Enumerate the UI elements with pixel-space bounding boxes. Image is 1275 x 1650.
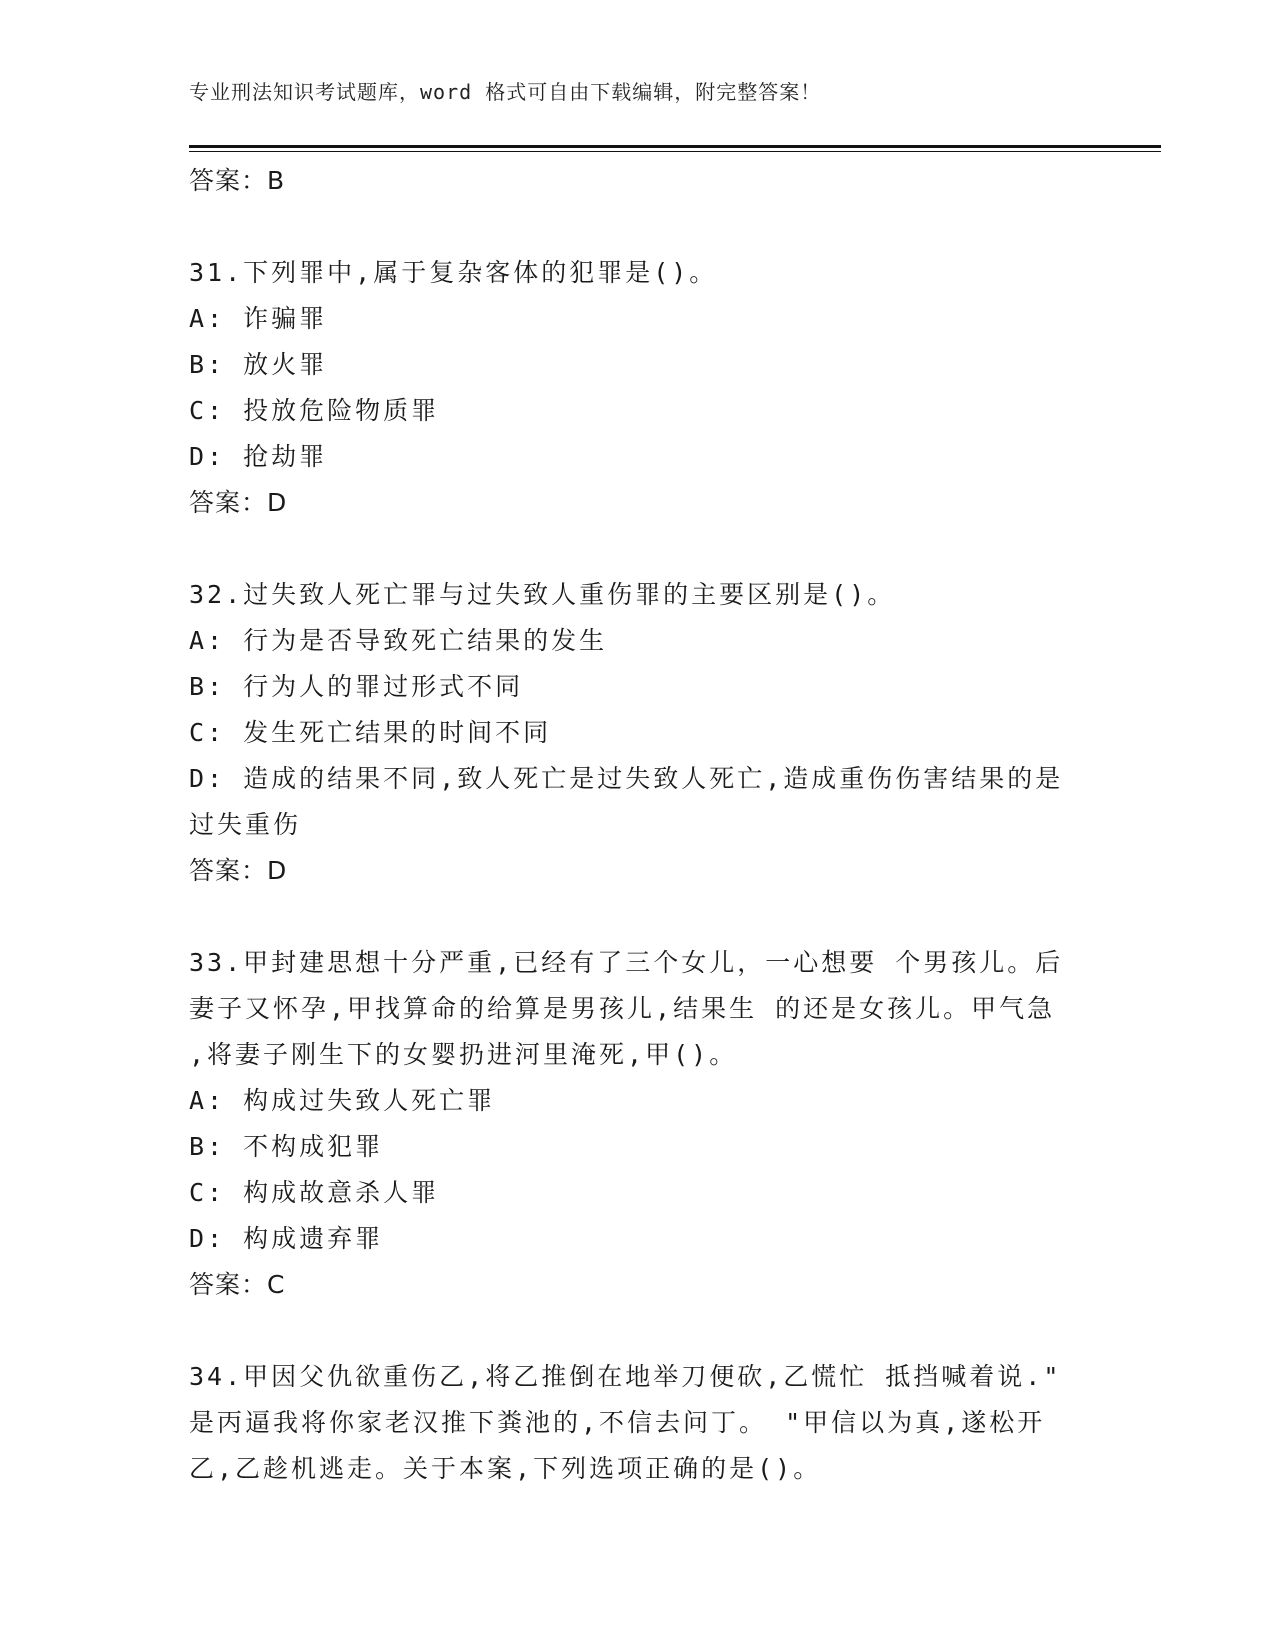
header-rule-thin <box>189 151 1161 152</box>
option-a: A: 诈骗罪 <box>189 304 328 333</box>
question-block-33 <box>189 940 1089 1308</box>
question-stem: 34.甲因父仇欲重伤乙,将乙推倒在地举刀便砍,乙慌忙 抵挡喊着说." <box>189 1362 1062 1391</box>
option-c: C: 发生死亡结果的时间不同 <box>189 718 552 747</box>
option-b: B: 不构成犯罪 <box>189 1132 384 1161</box>
header-rule-thick <box>189 145 1161 148</box>
option-b: B: 放火罪 <box>189 350 328 379</box>
option-c: C: 投放危险物质罪 <box>189 396 440 425</box>
question-stem: 33.甲封建思想十分严重,已经有了三个女儿，一心想要 个男孩儿。后 <box>189 948 1064 977</box>
question-stem: 31.下列罪中,属于复杂客体的犯罪是()。 <box>189 258 718 287</box>
option-d: D: 构成遗弃罪 <box>189 1224 384 1253</box>
question-block-31 <box>189 250 1089 526</box>
option-b: B: 行为人的罪过形式不同 <box>189 672 524 701</box>
option-a: A: 构成过失致人死亡罪 <box>189 1086 496 1115</box>
exam-content <box>189 158 1089 1492</box>
answer-label: 答案：B <box>189 166 286 195</box>
answer-label: 答案：C <box>189 1270 286 1299</box>
option-d: D: 抢劫罪 <box>189 442 328 471</box>
question-stem: 是丙逼我将你家老汉推下粪池的,不信去问丁。 "甲信以为真,遂松开 <box>189 1408 1046 1437</box>
option-a: A: 行为是否导致死亡结果的发生 <box>189 626 608 655</box>
answer-label: 答案：D <box>189 488 288 517</box>
question-stem: 32.过失致人死亡罪与过失致人重伤罪的主要区别是()。 <box>189 580 896 609</box>
question-stem: 乙,乙趁机逃走。关于本案,下列选项正确的是()。 <box>189 1454 822 1483</box>
page-header: 专业刑法知识考试题库，word 格式可自由下载编辑，附完整答案！ <box>189 80 822 104</box>
answer-label: 答案：D <box>189 856 288 885</box>
option-d: D: 造成的结果不同,致人死亡是过失致人死亡,造成重伤伤害结果的是 <box>189 764 1064 793</box>
question-block-34 <box>189 1354 1089 1492</box>
question-block-32 <box>189 572 1089 894</box>
question-stem: ,将妻子刚生下的女婴扔进河里淹死,甲()。 <box>189 1040 738 1069</box>
question-stem: 妻子又怀孕,甲找算命的给算是男孩儿,结果生 的还是女孩儿。甲气急 <box>189 994 1056 1023</box>
option-c: C: 构成故意杀人罪 <box>189 1178 440 1207</box>
option-d-continued: 过失重伤 <box>189 810 302 839</box>
